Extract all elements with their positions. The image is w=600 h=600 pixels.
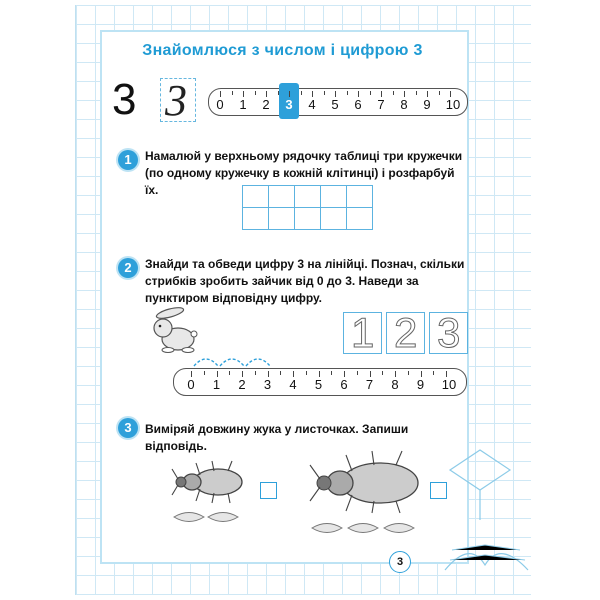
ruler-number: 8 <box>400 97 408 112</box>
ruler-tick <box>268 371 269 377</box>
table-cell[interactable] <box>243 208 269 230</box>
ruler-tick <box>255 91 256 95</box>
ruler-tick <box>427 91 428 97</box>
ruler-tick <box>319 371 320 377</box>
ruler-tick <box>266 91 267 97</box>
ruler-number: 1 <box>212 377 221 392</box>
trace-digit-cell[interactable] <box>429 309 468 356</box>
ruler-number: 7 <box>365 377 374 392</box>
table-cell[interactable] <box>269 208 295 230</box>
table-cell[interactable] <box>295 208 321 230</box>
table-cell[interactable] <box>321 186 347 208</box>
ruler-tick <box>242 371 243 377</box>
ruler-tick <box>358 91 359 97</box>
ruler-tick <box>232 91 233 95</box>
leaf-icon <box>310 519 420 537</box>
ruler-number: 4 <box>289 377 297 392</box>
ruler-tick <box>301 91 302 95</box>
ruler-tick <box>450 91 451 97</box>
ruler-number: 9 <box>416 377 425 392</box>
ruler-number: 5 <box>314 377 323 392</box>
ruler-tick <box>324 91 325 95</box>
ruler-tick <box>255 371 256 375</box>
table-cell[interactable] <box>347 186 373 208</box>
ruler-tick <box>446 371 447 377</box>
ruler-tick <box>335 91 336 97</box>
ruler-number: 0 <box>216 97 224 112</box>
jump-arrows <box>190 350 280 370</box>
task-1-badge: 1 <box>118 150 138 170</box>
ruler-tick <box>204 371 205 375</box>
ruler-tick <box>382 371 383 375</box>
trace-digit: 1 <box>351 309 375 356</box>
circles-table[interactable] <box>242 185 373 230</box>
ruler-number: 4 <box>308 97 316 112</box>
ruler-number: 8 <box>391 377 399 392</box>
ruler-tick <box>331 371 332 375</box>
ruler-tick <box>370 91 371 95</box>
ruler-tick <box>439 91 440 95</box>
ruler-number: 10 <box>441 377 457 392</box>
ruler-number: 6 <box>340 377 348 392</box>
ruler-number: 10 <box>445 97 461 112</box>
ruler-tick <box>421 371 422 377</box>
ruler-number: 5 <box>331 97 339 112</box>
table-cell[interactable] <box>295 186 321 208</box>
beetle-icon <box>170 455 250 505</box>
ruler-tick <box>433 371 434 375</box>
ruler-number: 2 <box>262 97 270 112</box>
answer-box-1[interactable] <box>260 482 277 499</box>
leaf-icon <box>172 508 242 526</box>
ruler-tick <box>347 91 348 95</box>
ruler-tick <box>395 371 396 377</box>
beetle-icon <box>308 445 426 515</box>
bottom-ruler <box>173 368 467 396</box>
task-3-text: Виміряй довжину жука у листочках. Запиши відповідь. <box>145 422 409 453</box>
task-2-badge: 2 <box>118 258 138 278</box>
ruler-tick <box>370 371 371 377</box>
ruler-tick <box>280 371 281 375</box>
ruler-tick <box>243 91 244 97</box>
ruler-tick <box>393 91 394 95</box>
trace-digits <box>343 309 468 356</box>
ruler-number: 3 <box>285 97 293 112</box>
ruler-tick <box>408 371 409 375</box>
top-ruler <box>208 88 468 116</box>
ruler-tick <box>289 91 290 97</box>
table-cell[interactable] <box>321 208 347 230</box>
ruler-number: 6 <box>354 97 362 112</box>
ruler-number: 3 <box>263 377 272 392</box>
table-cell[interactable] <box>347 208 373 230</box>
ruler-number: 1 <box>239 97 247 112</box>
ruler-number: 7 <box>377 97 385 112</box>
ruler-tick <box>229 371 230 375</box>
ruler-tick <box>344 371 345 377</box>
ruler-tick <box>416 91 417 95</box>
ruler-number: 9 <box>423 97 431 112</box>
ruler-tick <box>220 91 221 97</box>
ruler-tick <box>217 371 218 377</box>
table-cell[interactable] <box>269 186 295 208</box>
rabbit-icon <box>148 306 200 356</box>
ruler-number: 2 <box>238 377 246 392</box>
trace-digit: 2 <box>394 309 418 356</box>
ruler-tick <box>306 371 307 375</box>
trace-digit-cell[interactable] <box>386 309 425 356</box>
ruler-tick <box>404 91 405 97</box>
task-1-text: Намалюй у верхньому рядочку таблиці три кружечки (по одному кружечку в кожній клітинці) і розфарбуй їх. <box>145 149 463 197</box>
trace-cell <box>160 76 196 125</box>
big-number: 3 <box>112 75 137 124</box>
book-icon <box>440 430 530 590</box>
table-cell[interactable] <box>243 186 269 208</box>
ruler-number: 0 <box>187 377 195 392</box>
trace-number: 3 <box>165 76 187 125</box>
page-number: 3 <box>389 551 411 573</box>
task-3-badge: 3 <box>118 418 138 438</box>
trace-digit: 3 <box>437 309 461 356</box>
ruler-tick <box>357 371 358 375</box>
trace-digit-cell[interactable] <box>343 309 382 356</box>
ruler-tick <box>381 91 382 97</box>
page-title: Знайомлюся з числом і цифрою 3 <box>142 42 423 59</box>
ruler-tick <box>191 371 192 377</box>
ruler-tick <box>293 371 294 377</box>
ruler-tick <box>312 91 313 97</box>
task-2-text: Знайди та обведи цифру 3 на лінійці. Познач, скільки стрибків зробить зайчик від 0 до 3. Наведи за пунктиром відповідну цифру. <box>145 257 465 305</box>
